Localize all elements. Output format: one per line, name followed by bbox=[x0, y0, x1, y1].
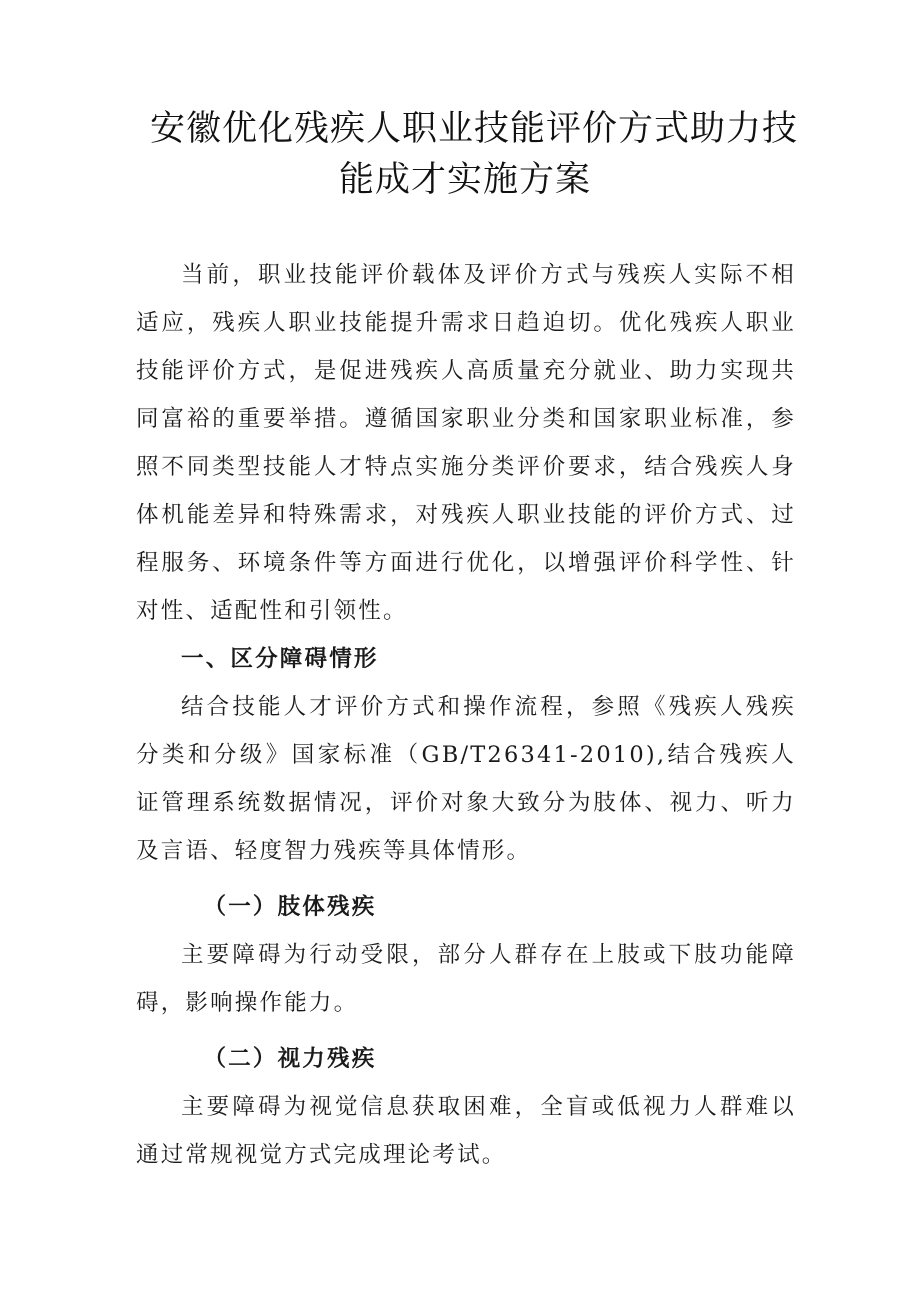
subsection-1-paragraph: 主要障碍为行动受限，部分人群存在上肢或下肢功能障碍，影响操作能力。 bbox=[136, 942, 796, 1016]
document-body bbox=[136, 251, 796, 1179]
intro-paragraph: 当前，职业技能评价载体及评价方式与残疾人实际不相适应，残疾人职业技能提升需求日趋迫切。优化残疾人职业技能评价方式，是促进残疾人高质量充分就业、助力实现共同富裕的重要举措。遵循国家职业分类和国家职业标准，参照不同类型技能人才特点实施分类评价要求，结合残疾人身体机能差异和特殊需求，对残疾人职业技能的评价方式、过程服务、环境条件等方面进行优化，以增强评价科学性、针对性、适配性和引领性。 bbox=[136, 262, 796, 624]
document-title bbox=[150, 104, 799, 206]
section-1-paragraph: 结合技能人才评价方式和操作流程，参照《残疾人残疾分类和分级》国家标准（GB/T26341-2010),结合残疾人证管理系统数据情况，评价对象大致分为肢体、视力、听力及言语、轻度智力残疾等具体情形。 bbox=[136, 694, 796, 864]
subsection-2-heading: （二）视力残疾 bbox=[203, 1046, 377, 1072]
subsection-1-heading: （一）肢体残疾 bbox=[203, 894, 377, 920]
title-line-2: 能成才实施方案 bbox=[338, 160, 591, 200]
section-1-heading: 一、区分障碍情形 bbox=[181, 646, 379, 672]
subsection-2-paragraph: 主要障碍为视觉信息获取困难，全盲或低视力人群难以通过常规视觉方式完成理论考试。 bbox=[136, 1094, 796, 1168]
title-line-1: 安徽优化残疾人职业技能评价方式助力技 bbox=[150, 109, 799, 149]
